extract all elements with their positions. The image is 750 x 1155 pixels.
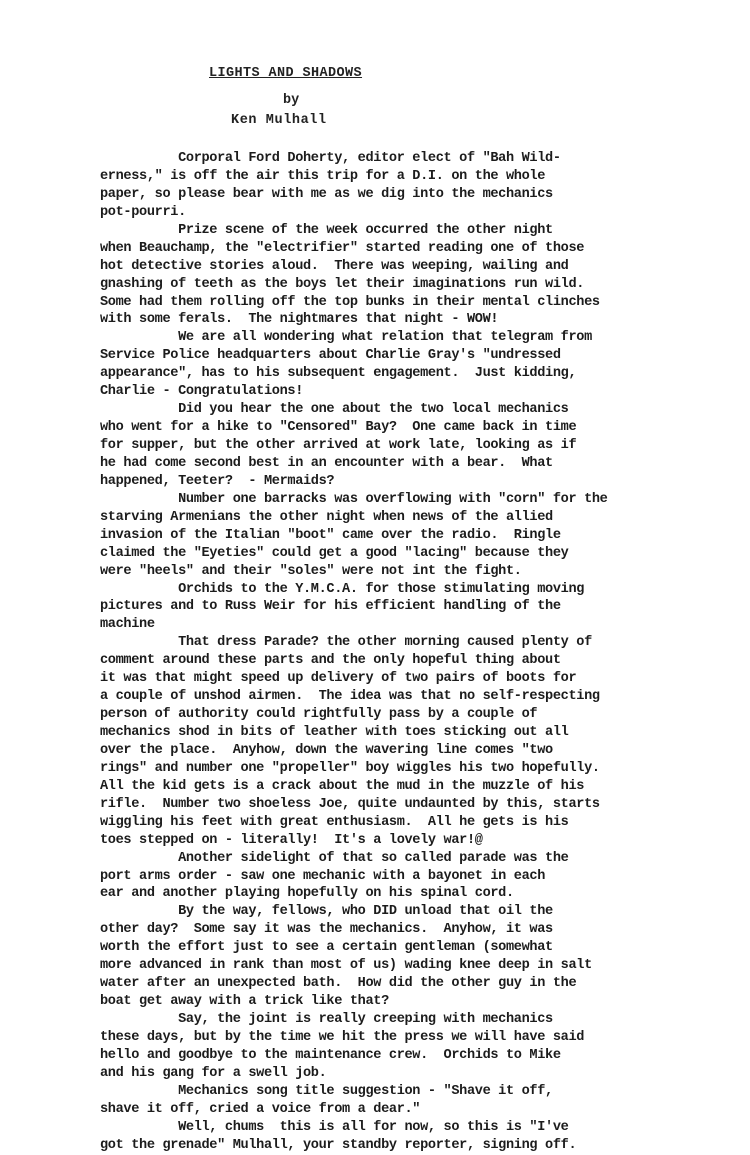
text-line: Did you hear the one about the two local mechanics (100, 402, 569, 418)
text-line: invasion of the Italian "boot" came over the radio. Ringle (100, 527, 561, 543)
text-line: By the way, fellows, who DID unload that oil the (100, 904, 553, 920)
text-line: Say, the joint is really creeping with mechanics (100, 1012, 553, 1027)
text-line: erness," is off the air this trip for a D.I. on the whole (100, 168, 546, 184)
text-line: over the place. Anyhow, down the wavering line comes "two (100, 742, 553, 758)
text-line: when Beauchamp, the "electrifier" started reading one of those (100, 240, 585, 256)
text-line: Orchids to the Y.M.C.A. for those stimulating moving (100, 581, 585, 597)
text-line: machine (100, 617, 155, 633)
text-line: hot detective stories aloud. There was weeping, wailing and (100, 258, 569, 274)
text-line: other day? Some say it was the mechanics. Anyhow, it was (100, 922, 553, 938)
text-line: Corporal Ford Doherty, editor elect of "Bah Wild- (100, 151, 561, 166)
text-line: with some ferals. The nightmares that night - WOW! (100, 312, 499, 328)
text-line: happened, Teeter? - Mermaids? (100, 473, 335, 489)
text-line: wiggling his feet with great enthusiasm. All he gets is his (100, 814, 569, 830)
text-line: Some had them rolling off the top bunks in their mental clinches (100, 294, 600, 310)
text-line: comment around these parts and the only hopeful thing about (100, 653, 561, 669)
text-line: Number one barracks was overflowing with "corn" for the (100, 491, 608, 507)
text-line: Well, chums this is all for now, so this is "I've (100, 1119, 569, 1135)
text-line: Another sidelight of that so called parade was the (100, 850, 569, 866)
text-line: he had come second best in an encounter with a bear. What (100, 455, 553, 471)
text-line: That dress Parade? the other morning caused plenty of (100, 635, 592, 651)
text-line: ear and another playing hopefully on his spinal cord. (100, 886, 514, 902)
text-line: rifle. Number two shoeless Joe, quite undaunted by this, starts (100, 796, 600, 812)
text-line: boat get away with a trick like that? (100, 994, 389, 1010)
text-line: rings" and number one "propeller" boy wiggles his two hopefully. (100, 760, 600, 776)
text-line: these days, but by the time we hit the press we will have said (100, 1029, 585, 1045)
text-line: paper, so please bear with me as we dig into the mechanics (100, 186, 553, 202)
text-line: Mechanics song title suggestion - "Shave it off, (100, 1083, 553, 1099)
text-line: water after an unexpected bath. How did the other guy in the (100, 976, 577, 992)
text-line: shave it off, cried a voice from a dear." (100, 1101, 421, 1117)
text-line: port arms order - saw one mechanic with a bayonet in each (100, 868, 546, 884)
text-line: All the kid gets is a crack about the mud in the muzzle of his (100, 778, 585, 794)
text-line: and his gang for a swell job. (100, 1065, 327, 1081)
text-line: toes stepped on - literally! It's a lovely war!@ (100, 832, 483, 848)
text-line: Charlie - Congratulations! (100, 384, 303, 400)
text-line: worth the effort just to see a certain gentleman (somewhat (100, 940, 553, 956)
text-line: a couple of unshod airmen. The idea was that no self-respecting (100, 689, 600, 705)
text-line: who went for a hike to "Censored" Bay? One came back in time (100, 420, 577, 436)
text-line: pot-pourri. (100, 204, 186, 220)
text-line: gnashing of teeth as the boys let their imaginations run wild. (100, 276, 585, 292)
text-line: appearance", has to his subsequent engagement. Just kidding, (100, 366, 577, 382)
text-line: were "heels" and their "soles" were not int the fight. (100, 563, 522, 579)
text-line: starving Armenians the other night when news of the allied (100, 509, 553, 525)
text-line: mechanics shod in bits of leather with toes sticking out all (100, 725, 569, 740)
text-line: got the grenade" Mulhall, your standby reporter, signing off. (100, 1137, 577, 1153)
byline: by (283, 93, 300, 108)
text-line: person of authority could rightfully pass by a couple of (100, 707, 538, 723)
text-line: Prize scene of the week occurred the other night (100, 222, 553, 238)
text-line: We are all wondering what relation that telegram from (100, 330, 592, 346)
text-line: it was that might speed up delivery of two pairs of boots for (100, 671, 577, 687)
article-body (100, 150, 700, 1155)
author-name: Ken Mulhall (231, 113, 327, 128)
article-title: LIGHTS AND SHADOWS (209, 66, 363, 81)
text-line: hello and goodbye to the maintenance crew. Orchids to Mike (100, 1047, 561, 1063)
text-line: Service Police headquarters about Charlie Gray's "undressed (100, 348, 561, 364)
text-line: claimed the "Eyeties" could get a good "lacing" because they (100, 545, 569, 561)
text-line: pictures and to Russ Weir for his efficient handling of the (100, 599, 561, 615)
text-line: for supper, but the other arrived at work late, looking as if (100, 438, 577, 453)
text-line: more advanced in rank than most of us) wading knee deep in salt (100, 958, 592, 974)
